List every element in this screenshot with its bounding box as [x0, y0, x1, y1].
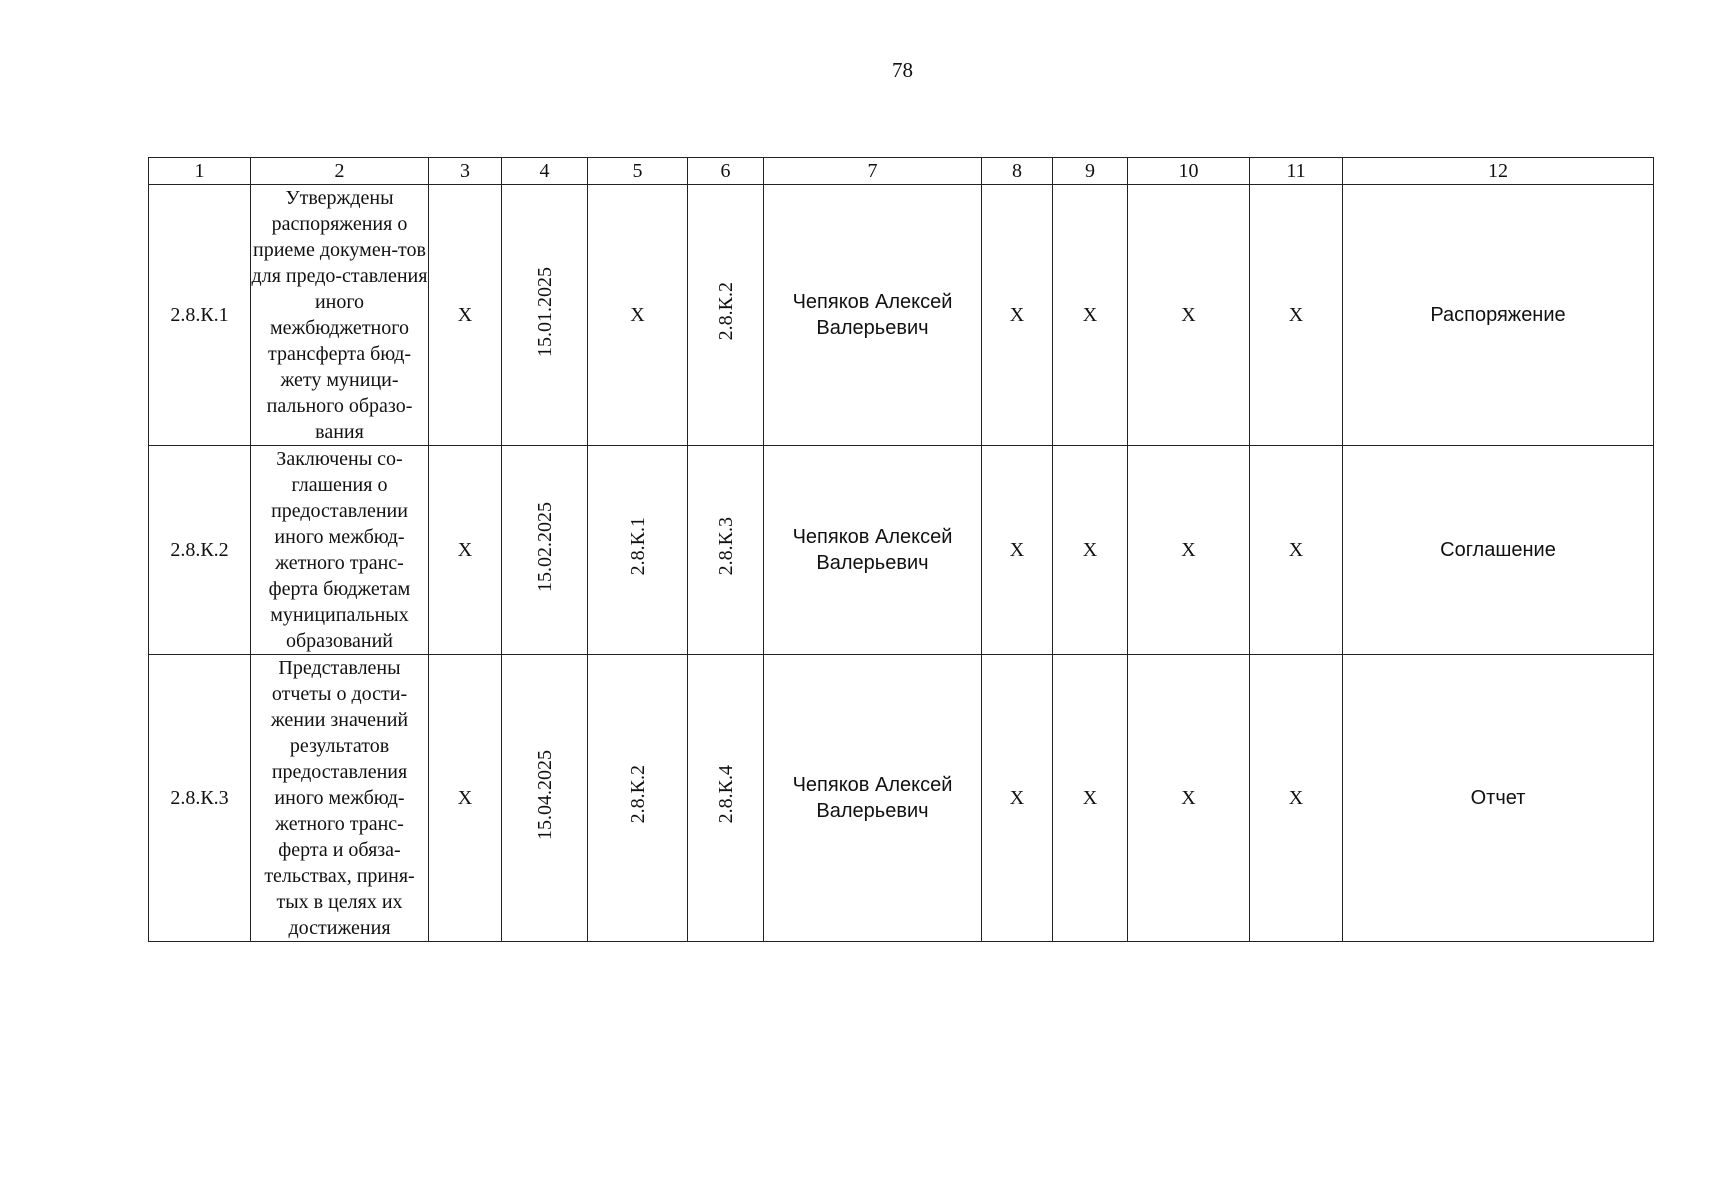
responsible-person: Чепяков Алексей Валерьевич — [764, 446, 982, 655]
cell-x: X — [429, 655, 502, 942]
prev-cell — [588, 655, 688, 942]
column-header: 6 — [688, 158, 764, 185]
column-header: 12 — [1343, 158, 1654, 185]
responsible-person: Чепяков Алексей Валерьевич — [764, 655, 982, 942]
next-code: 2.8.К.4 — [714, 765, 737, 824]
column-header: 1 — [149, 158, 251, 185]
cell-x: X — [1128, 655, 1250, 942]
date-cell — [502, 185, 588, 446]
prev-code: 2.8.К.2 — [626, 765, 649, 824]
responsible-person: Чепяков Алексей Валерьевич — [764, 185, 982, 446]
cell-x: X — [1250, 446, 1343, 655]
cell-x: X — [1053, 446, 1128, 655]
column-header: 5 — [588, 158, 688, 185]
date-text: 15.01.2025 — [533, 266, 556, 357]
prev-code: 2.8.К.1 — [626, 517, 649, 576]
date-text: 15.02.2025 — [533, 501, 556, 592]
date-cell — [502, 655, 588, 942]
date-cell — [502, 446, 588, 655]
row-code: 2.8.К.2 — [149, 446, 251, 655]
row-description: Утверждены распоряжения о приеме докумен-тов для предо-ставления иного межбюджетного трансферта бюд-жету муници-пального образо-вания — [251, 185, 429, 446]
cell-x: X — [1250, 655, 1343, 942]
table-header-row — [149, 158, 1654, 185]
next-code: 2.8.К.2 — [714, 282, 737, 341]
column-header: 10 — [1128, 158, 1250, 185]
cell-x: X — [982, 185, 1053, 446]
table-row — [149, 655, 1654, 942]
page-number: 78 — [892, 58, 913, 82]
cell-x: X — [1250, 185, 1343, 446]
prev-cell: X — [588, 185, 688, 446]
document-type: Отчет — [1343, 655, 1654, 942]
cell-x: X — [429, 446, 502, 655]
date-text: 15.04.2025 — [533, 749, 556, 840]
cell-x: X — [1128, 185, 1250, 446]
document-type: Соглашение — [1343, 446, 1654, 655]
row-code: 2.8.К.3 — [149, 655, 251, 942]
column-header: 4 — [502, 158, 588, 185]
next-cell — [688, 655, 764, 942]
column-header: 2 — [251, 158, 429, 185]
document-type: Распоряжение — [1343, 185, 1654, 446]
cell-x: X — [982, 655, 1053, 942]
row-description: Заключены со-глашения о предоставлении иного межбюд-жетного транс-ферта бюджетам муниципальных образований — [251, 446, 429, 655]
cell-x: X — [1053, 655, 1128, 942]
control-points-table — [148, 157, 1654, 942]
column-header: 11 — [1250, 158, 1343, 185]
cell-x: X — [429, 185, 502, 446]
next-code: 2.8.К.3 — [714, 517, 737, 576]
next-cell — [688, 185, 764, 446]
column-header: 7 — [764, 158, 982, 185]
next-cell — [688, 446, 764, 655]
table-row — [149, 185, 1654, 446]
column-header: 8 — [982, 158, 1053, 185]
prev-cell — [588, 446, 688, 655]
cell-x: X — [1128, 446, 1250, 655]
row-code: 2.8.К.1 — [149, 185, 251, 446]
cell-x: X — [1053, 185, 1128, 446]
cell-x: X — [982, 446, 1053, 655]
row-description: Представлены отчеты о дости-жении значений результатов предоставления иного межбюд-жетного транс-ферта и обяза-тельствах, приня-тых в целях их достижения — [251, 655, 429, 942]
column-header: 9 — [1053, 158, 1128, 185]
table-row — [149, 446, 1654, 655]
column-header: 3 — [429, 158, 502, 185]
